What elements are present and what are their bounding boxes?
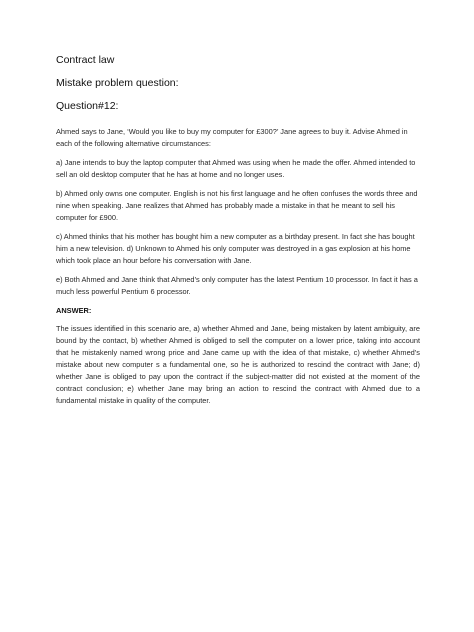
document-page — [56, 54, 420, 414]
section-subtitle: Mistake problem question: — [56, 77, 179, 89]
circumstance-c-d: c) Ahmed thinks that his mother has bought him a new computer as a birthday present. In fact she has bought him a new television. d) Unknown to Ahmed his only computer was destroyed in a gas explosion at his home which took place an hour before his conversation with Jane. — [56, 232, 415, 265]
answer-label: ANSWER: — [56, 306, 92, 315]
intro-paragraph: Ahmed says to Jane, ‘Would you like to buy my computer for £300?’ Jane agrees to buy it. Advise Ahmed in each of the following alternative circumstances: — [56, 127, 408, 148]
document-title: Contract law — [56, 54, 115, 66]
circumstance-a: a) Jane intends to buy the laptop computer that Ahmed was using when he made the offer. Ahmed intended to sell an old desktop computer that he has at home and no longer uses. — [56, 158, 416, 179]
circumstance-e: e) Both Ahmed and Jane think that Ahmed’s only computer has the latest Pentium 10 processor. In fact it has a much less powerful Pentium 6 processor. — [56, 275, 418, 296]
circumstance-b: b) Ahmed only owns one computer. English is not his first language and he often confuses the words three and nine when speaking. Jane realizes that Ahmed has probably made a mistake in that he meant to sell his computer for £900. — [56, 189, 418, 222]
question-heading: Question#12: — [56, 100, 119, 112]
answer-paragraph: The issues identified in this scenario are, a) whether Ahmed and Jane, being mistaken by latent ambiguity, are bound by the contact, b) whether Ahmed is obliged to sell the computer on a lower price, taking into account that he mistakenly named wrong price and Jane came up with the idea of that mistake, c) whether Ahmed’s mistake about new computer s a fundamental one, so he is authorized to rescind the contract with Jane; d) whether Jane is obliged to pay upon the contract if the subject-matter did not existed at the moment of the contract conclusion; e) whether Jane may bring an action to rescind the contract with Ahmed due to a fundamental mistake in quality of the computer. — [56, 324, 420, 405]
